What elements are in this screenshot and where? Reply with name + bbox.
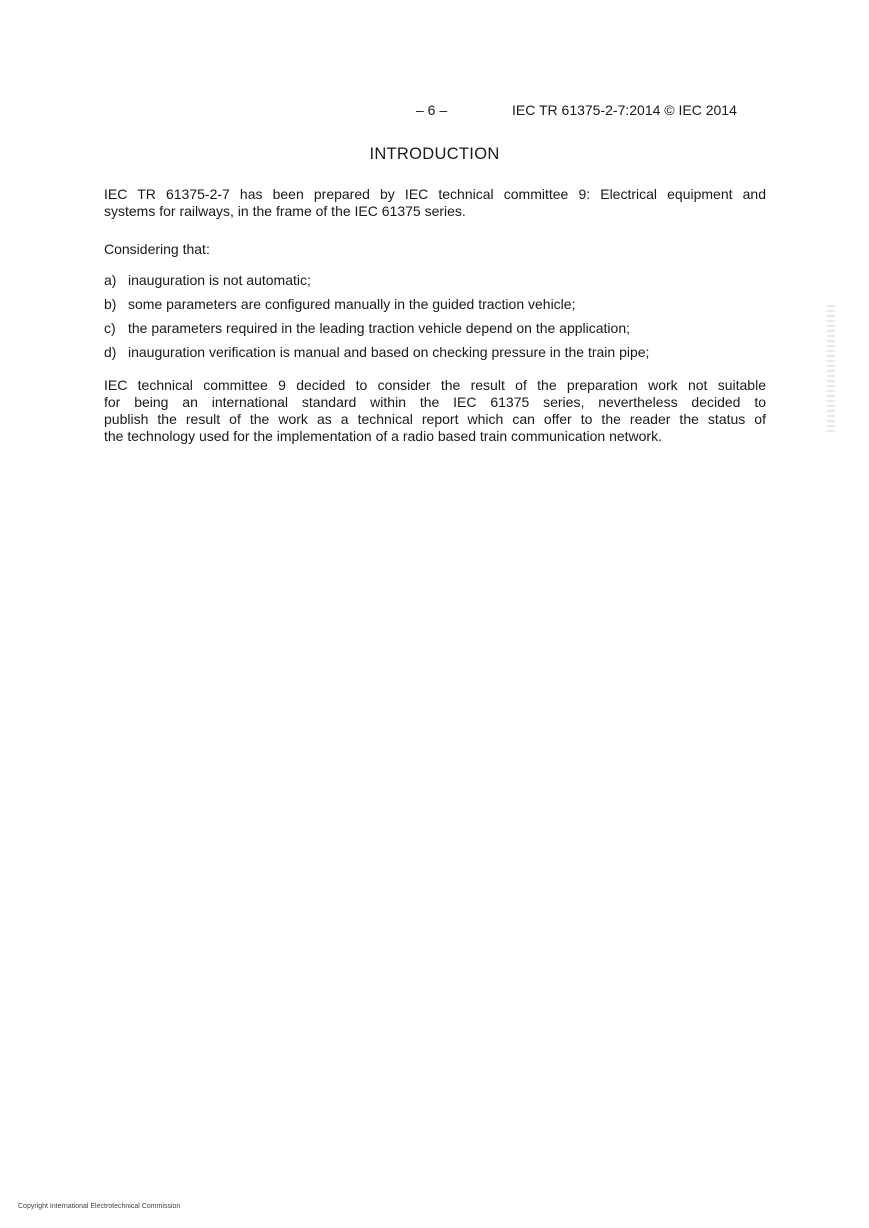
closing-line: for being an international standard within the IEC 61375 series, nevertheless decided to: [104, 394, 766, 410]
closing-line: IEC technical committee 9 decided to consider the result of the preparation work not suitable: [104, 377, 766, 393]
list-marker: b): [104, 296, 117, 312]
considering-text: Considering that:: [104, 241, 210, 257]
closing-paragraph: [104, 377, 766, 445]
list-item-text: some parameters are configured manually in the guided traction vehicle;: [128, 296, 576, 312]
list-marker: c): [104, 320, 116, 336]
list-item-text: inauguration verification is manual and based on checking pressure in the train pipe;: [128, 344, 650, 360]
closing-line: the technology used for the implementation of a radio based train communication network.: [104, 428, 662, 444]
intro-paragraph: [104, 186, 766, 220]
list-item-text: the parameters required in the leading traction vehicle depend on the application;: [128, 320, 630, 336]
considerations-list: [104, 272, 766, 368]
intro-line: IEC TR 61375-2-7 has been prepared by IEC technical committee 9: Electrical equipment and: [104, 186, 766, 202]
section-title: INTRODUCTION: [369, 145, 500, 163]
document-reference: IEC TR 61375-2-7:2014 © IEC 2014: [512, 102, 737, 118]
list-marker: a): [104, 272, 117, 288]
intro-line: systems for railways, in the frame of the IEC 61375 series.: [104, 203, 466, 219]
list-item: [104, 272, 766, 296]
list-marker: d): [104, 344, 117, 360]
list-item: [104, 320, 766, 344]
page-number: – 6 –: [416, 102, 448, 118]
closing-line: publish the result of the work as a technical report which can offer to the reader the status of: [104, 411, 766, 427]
list-item: [104, 344, 766, 368]
page-header: [0, 102, 869, 120]
side-watermark: [827, 305, 835, 433]
copyright-footer: Copyright International Electrotechnical Commission: [18, 1203, 181, 1210]
list-item: [104, 296, 766, 320]
list-item-text: inauguration is not automatic;: [128, 272, 311, 288]
